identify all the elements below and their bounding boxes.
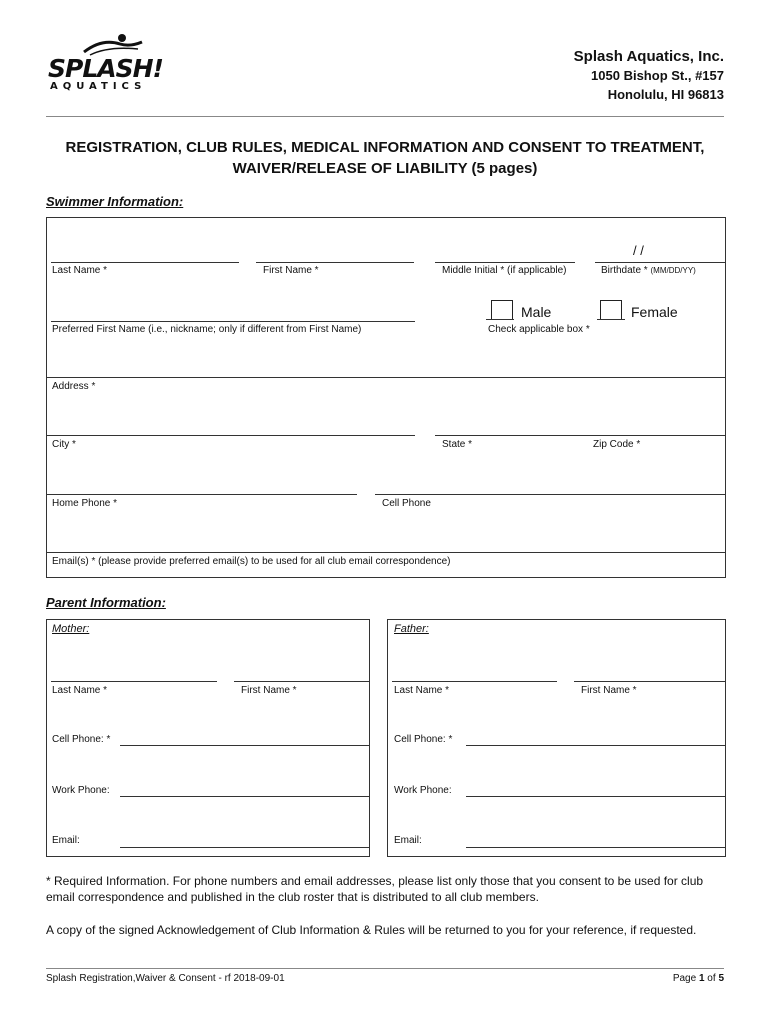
birthdate-format: (MM/DD/YY) <box>650 266 696 275</box>
male-underline <box>486 319 514 320</box>
father-email-label: Email: <box>394 835 422 846</box>
male-checkbox[interactable] <box>491 300 513 320</box>
address-divider <box>47 377 725 378</box>
zip-line[interactable] <box>585 435 725 436</box>
father-first-name-label: First Name * <box>581 685 637 696</box>
state-label: State * <box>442 439 473 450</box>
mother-last-name-label: Last Name * <box>52 685 108 696</box>
birthdate-slashes: / / <box>633 243 644 258</box>
mother-box <box>46 619 370 857</box>
required-info-note: * Required Information. For phone numbers and email addresses, please list only those that you consent to be used for club email correspondence and published in the club roster that is distributed to all club members. <box>46 874 704 904</box>
logo-splash-text: SPLASH! <box>48 54 163 83</box>
home-phone-label: Home Phone * <box>52 498 118 509</box>
first-name-line[interactable] <box>256 262 414 263</box>
mother-work-label: Work Phone: <box>52 785 110 796</box>
mother-first-name-line[interactable] <box>234 681 369 682</box>
mother-first-name-label: First Name * <box>241 685 297 696</box>
footer-doc-id: Splash Registration,Waiver & Consent - rf 2018-09-01 <box>46 973 285 984</box>
page-number <box>673 973 724 984</box>
company-name: Splash Aquatics, Inc. <box>573 48 724 65</box>
company-address-1: 1050 Bishop St., #157 <box>591 68 724 83</box>
female-checkbox[interactable] <box>600 300 622 320</box>
cell-phone-label: Cell Phone <box>382 498 431 509</box>
city-label: City * <box>52 439 76 450</box>
last-name-line[interactable] <box>51 262 239 263</box>
cell-phone-line[interactable] <box>375 494 725 495</box>
middle-initial-line[interactable] <box>435 262 575 263</box>
page-of: of <box>704 973 719 984</box>
mother-email-label: Email: <box>52 835 80 846</box>
father-work-line[interactable] <box>466 796 725 797</box>
address-label: Address * <box>52 381 96 392</box>
page-title-line-1: REGISTRATION, CLUB RULES, MEDICAL INFORMATION AND CONSENT TO TREATMENT, <box>65 139 705 156</box>
preferred-first-label: Preferred First Name (i.e., nickname; only if different from First Name) <box>52 324 362 335</box>
father-first-name-line[interactable] <box>574 681 725 682</box>
father-work-label: Work Phone: <box>394 785 452 796</box>
mother-work-line[interactable] <box>120 796 369 797</box>
swimmer-section-heading: Swimmer Information: <box>46 194 184 209</box>
header-divider <box>46 116 724 117</box>
zip-label: Zip Code * <box>593 439 641 450</box>
state-line[interactable] <box>435 435 595 436</box>
father-box <box>387 619 726 857</box>
parent-section-heading: Parent Information: <box>46 595 166 610</box>
father-last-name-line[interactable] <box>392 681 557 682</box>
mother-cell-line[interactable] <box>120 745 369 746</box>
swimmer-info-box <box>46 217 726 578</box>
birthdate-label-text: Birthdate * <box>601 265 651 276</box>
middle-initial-label: Middle Initial * (if applicable) <box>442 265 567 276</box>
splash-logo <box>48 32 163 96</box>
logo-aquatics-text: AQUATICS <box>50 81 147 92</box>
father-cell-line[interactable] <box>466 745 725 746</box>
preferred-first-line[interactable] <box>51 321 415 322</box>
birthdate-label <box>601 265 696 276</box>
page-total: 5 <box>718 973 724 984</box>
check-box-label: Check applicable box * <box>488 324 590 335</box>
home-phone-line[interactable] <box>47 494 357 495</box>
father-title: Father: <box>394 623 429 635</box>
female-label: Female <box>631 304 678 320</box>
emails-label: Email(s) * (please provide preferred email(s) to be used for all club email correspondence) <box>52 556 451 567</box>
copy-note: A copy of the signed Acknowledgement of Club Information & Rules will be returned to you for your reference, if requested. <box>46 923 697 937</box>
father-cell-label: Cell Phone: * <box>394 734 453 745</box>
footer-divider <box>46 968 724 969</box>
mother-title: Mother: <box>52 623 90 635</box>
page-current: 1 <box>698 973 705 984</box>
mother-email-line[interactable] <box>120 847 369 848</box>
company-address-2: Honolulu, HI 96813 <box>607 87 724 102</box>
birthdate-line[interactable] <box>595 262 725 263</box>
male-label: Male <box>521 304 552 320</box>
female-underline <box>597 319 625 320</box>
email-divider <box>47 552 725 553</box>
mother-cell-label: Cell Phone: * <box>52 734 111 745</box>
mother-last-name-line[interactable] <box>51 681 217 682</box>
father-last-name-label: Last Name * <box>394 685 450 696</box>
father-email-line[interactable] <box>466 847 725 848</box>
last-name-label: Last Name * <box>52 265 108 276</box>
page-title-line-2: WAIVER/RELEASE OF LIABILITY (5 pages) <box>232 160 538 177</box>
city-line[interactable] <box>47 435 415 436</box>
first-name-label: First Name * <box>263 265 319 276</box>
page-prefix: Page <box>672 973 699 984</box>
swimmer-icon <box>76 32 146 56</box>
